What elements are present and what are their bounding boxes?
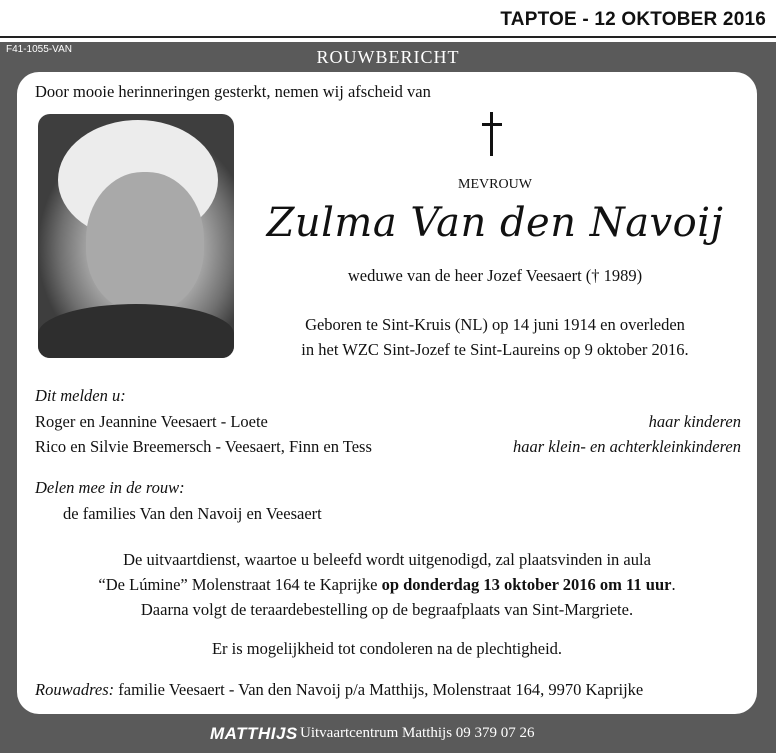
- notice-title: ROUWBERICHT: [316, 47, 460, 67]
- footer-bar: [0, 714, 776, 753]
- announcer-names-2: Rico en Silvie Breemersch - Veesaert, Finn en Tess: [35, 437, 372, 456]
- funeral-datetime: op donderdag 13 oktober 2016 om 11 uur: [381, 575, 672, 594]
- funeral-line-3: Daarna volgt de teraardebestelling op de begraafplaats van Sint-Margriete.: [140, 600, 634, 619]
- announcers-heading: Dit melden u:: [35, 386, 126, 405]
- mourners-families: de families Van den Navoij en Veesaert: [63, 504, 322, 523]
- photo-body-shape: [38, 304, 234, 358]
- publication-date: TAPTOE - 12 OKTOBER 2016: [500, 9, 766, 30]
- intro-text: Door mooie herinneringen gesterkt, nemen wij afscheid van: [35, 82, 431, 101]
- funeral-period: .: [671, 575, 676, 594]
- funeral-home-contact: Uitvaartcentrum Matthijs 09 379 07 26: [300, 725, 535, 741]
- funeral-venue: “De Lúmine” Molenstraat 164 te Kaprijke: [98, 575, 382, 594]
- funeral-line-2: [17, 575, 757, 595]
- announcer-relation-1: haar kinderen: [648, 412, 741, 431]
- announcer-names-1: Roger en Jeannine Veesaert - Loete: [35, 412, 268, 431]
- birth-line-2: in het WZC Sint-Jozef te Sint-Laureins op 9 oktober 2016.: [301, 340, 689, 359]
- funeral-line-1: De uitvaartdienst, waartoe u beleefd wordt uitgenodigd, zal plaatsvinden in aula: [123, 550, 651, 569]
- cross-icon: [482, 112, 502, 156]
- death-notice: [0, 42, 776, 753]
- notice-card: [17, 72, 757, 714]
- deceased-name: Zulma Van den Navoij: [266, 200, 724, 246]
- photo-face-shape: [86, 172, 204, 312]
- funeral-home-logo: MATTHIJS: [210, 724, 298, 743]
- condolence-text: Er is mogelijkheid tot condoleren na de plechtigheid.: [211, 639, 563, 658]
- mourners-heading: Delen mee in de rouw:: [35, 478, 185, 497]
- page-header: [0, 0, 776, 38]
- salutation: MEVROUW: [458, 177, 532, 192]
- address-text: familie Veesaert - Van den Navoij p/a Matthijs, Molenstraat 164, 9970 Kaprijke: [114, 680, 644, 699]
- address-label: Rouwadres:: [35, 680, 115, 699]
- birth-line-1: Geboren te Sint-Kruis (NL) op 14 juni 1914 en overleden: [305, 315, 685, 334]
- portrait-photo: [38, 114, 234, 358]
- reference-code: F41-1055-VAN: [6, 44, 72, 55]
- announcer-relation-2: haar klein- en achterkleinkinderen: [512, 437, 741, 456]
- widow-line: weduwe van de heer Jozef Veesaert († 1989): [347, 266, 643, 285]
- mourning-address: [35, 680, 643, 700]
